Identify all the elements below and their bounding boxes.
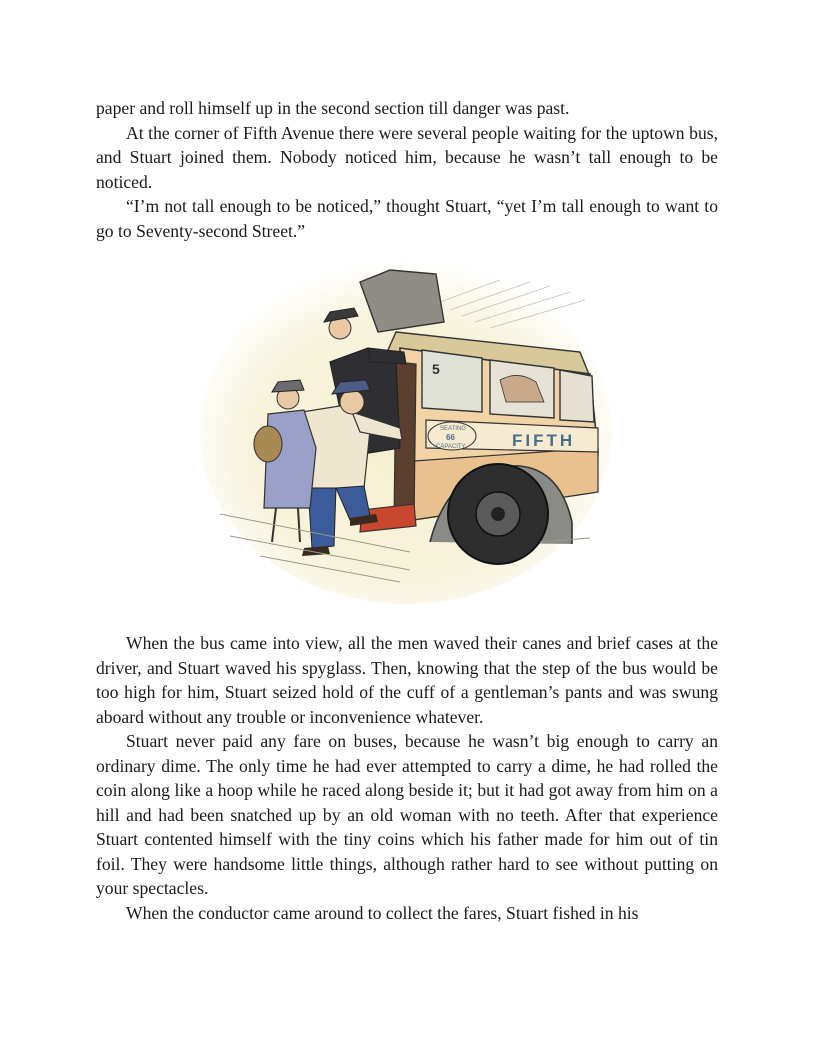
seating-number: 66 <box>446 433 455 442</box>
paragraph-bus-arrives: When the bus came into view, all the men waved their canes and brief cases at the driver, and Stuart waved his spyglass. Then, knowing that the step of the bus would be too high for him, Stuart seized hold of the cuff of a gentleman’s pants and was swung aboard without any trouble or inconvenience whatever. <box>96 633 718 727</box>
bus-illustration <box>200 252 612 604</box>
paragraph-fifth-avenue: At the corner of Fifth Avenue there were several people waiting for the uptown bus, and Stuart joined them. Nobody noticed him, because he wasn’t tall enough to be noticed. <box>96 122 718 192</box>
top-text-block <box>96 96 718 243</box>
paragraph-continuation: paper and roll himself up in the second section till danger was past. <box>96 98 570 118</box>
bottom-text-block <box>96 631 718 925</box>
destination-sign: FIFTH <box>512 431 576 450</box>
wheel-center <box>491 507 505 521</box>
seating-label-bottom: CAPACITY <box>436 444 466 450</box>
seating-label-top: SEATING <box>440 426 466 432</box>
route-number: 5 <box>432 361 440 377</box>
paragraph-fare: Stuart never paid any fare on buses, because he wasn’t big enough to carry an ordinary dime. The only time he had ever attempted to carry a dime, he had rolled the coin along like a hoop while he raced along beside it; but it had got away from him on a hill and had been snatched up by an old woman with no teeth. After that experience Stuart contented himself with the tiny coins which his father made for him out of tin foil. They were handsome little things, although rather hard to see without putting on your spectacles. <box>96 731 718 898</box>
paragraph-conductor: When the conductor came around to collect the fares, Stuart fished in his <box>126 902 639 923</box>
paragraph-stuart-thought: “I’m not tall enough to be noticed,” thought Stuart, “yet I’m tall enough to want to go to Seventy-second Street.” <box>96 196 718 241</box>
